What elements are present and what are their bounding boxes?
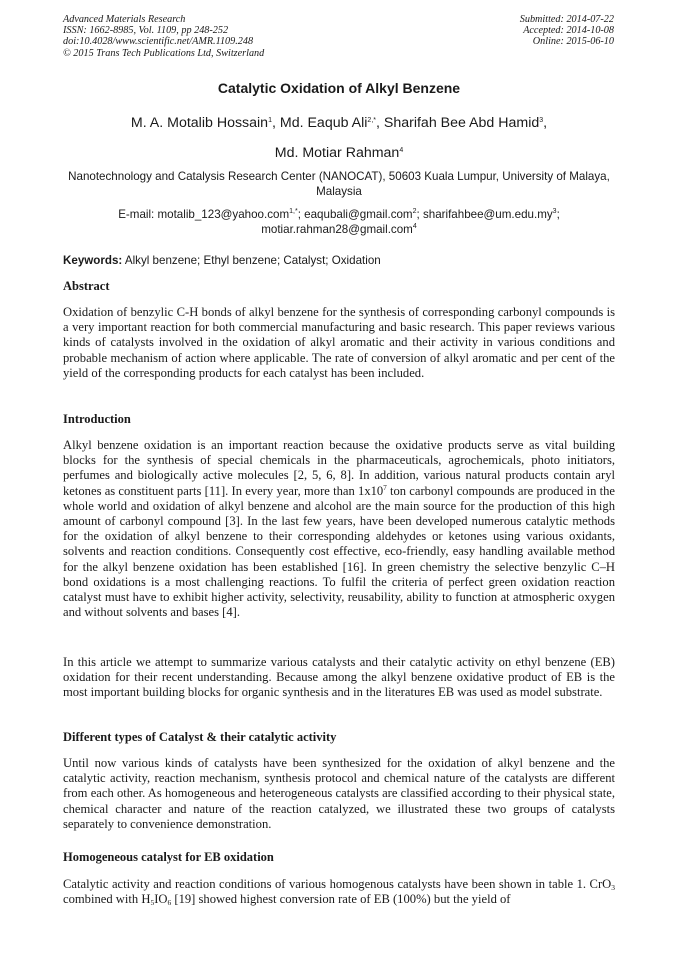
author-2-sup: 2,*	[367, 117, 376, 124]
catalyst-types-heading: Different types of Catalyst & their catalytic activity	[63, 730, 337, 744]
email-1-sup: 1,*	[289, 208, 298, 215]
email-separator: ;	[556, 208, 560, 221]
online-date: Online: 2015-06-10	[532, 36, 614, 48]
author-4: Md. Motiar Rahman	[274, 145, 400, 161]
intro-p1-exponent: 7	[383, 483, 387, 492]
homogeneous-paragraph	[63, 877, 615, 907]
author-4-sup: 4	[399, 147, 404, 154]
keywords	[63, 254, 381, 267]
introduction-heading: Introduction	[63, 412, 131, 426]
homog-sub-3: 6	[167, 898, 172, 908]
abstract-paragraph: Oxidation of benzylic C-H bonds of alkyl benzene for the synthesis of corresponding carbonyl compounds is a very important reaction for both commercial manufacturing and basic research. This paper reviews various kinds of catalysts involved in the oxidation of alkyl aromatic and their activity in various conditions and probable mechanism of action where applicable. The rate of conversion of alkyl aromatic and per cent of the yield of the corresponding products for each catalyst has been included.	[63, 305, 615, 380]
journal-name: Advanced Materials Research	[63, 14, 186, 25]
email-prefix: E-mail:	[118, 208, 158, 221]
affiliation: Nanotechnology and Catalysis Research Center (NANOCAT), 50603 Kuala Lumpur, University of Malaya, Malaysia	[68, 170, 610, 198]
author-separator: ,	[543, 115, 548, 131]
journal-info	[63, 14, 264, 59]
author-3-sup: 3	[539, 117, 544, 124]
homogeneous-heading: Homogeneous catalyst for EB oxidation	[63, 850, 274, 864]
homog-text-3: IO	[154, 892, 168, 907]
email-2[interactable]: eaqubali@gmail.com	[304, 208, 413, 221]
intro-p1-part-a: Alkyl benzene oxidation is an important reaction because the oxidative products serve as vital building blocks for the synthesis of special chemicals in the pharmaceuticals, agrochemicals, photo initiators, perfumes and biologically active molecules [2, 5, 6, 8]. In addition, various natural products contain aryl ketones as constituent parts [11]. In every year, more than 1x10	[63, 438, 615, 498]
paper-title: Catalytic Oxidation of Alkyl Benzene	[217, 80, 461, 96]
types-p: Until now various kinds of catalysts have been synthesized for the oxidation of alkyl benzene and the catalytic activity, reaction mechanism, synthesis protocol and chemical nature of the catalysts are different from each other. As homogeneous and heterogeneous catalysts are classified according to their physical state, chemical character and nature of the reaction catalyzed, we illustrated these two groups of catalysts separately to convenience demonstration.	[63, 756, 615, 831]
email-3-sup: 3	[552, 208, 557, 215]
keywords-label: Keywords:	[63, 254, 123, 267]
keywords-text: Alkyl benzene; Ethyl benzene; Catalyst; Oxidation	[122, 254, 381, 267]
author-1: M. A. Motalib Hossain	[130, 115, 269, 131]
email-separator: ;	[416, 208, 423, 221]
copyright-line: © 2015 Trans Tech Publications Ltd, Switzerland	[63, 47, 265, 59]
email-separator: ;	[297, 208, 305, 221]
intro-p1	[63, 438, 615, 620]
catalyst-types-paragraph	[63, 756, 615, 832]
doi-line[interactable]: doi:10.4028/www.scientific.net/AMR.1109.248	[63, 36, 254, 48]
homog-text-4: [19] showed highest conversion rate of EB (100%) but the yield of	[171, 892, 511, 907]
email-2-sup: 2	[412, 208, 417, 215]
abstract-text	[63, 305, 615, 381]
author-separator: ,	[271, 115, 280, 131]
accepted-date: Accepted: 2014-10-08	[523, 25, 614, 37]
intro-p1-part-b: ton carbonyl compounds are produced in the whole world and oxidation of alkyl benzene and alcohol are the main source for the production of this high amount of carbonyl compound [3]. In the last few years, have been developed numerous catalytic methods for the oxidation of alkyl benzene to their corresponding aldehydes or ketones using various oxidants, solvents and reaction conditions. Consequently cost effective, eco-friendly, easy handling available method for the alkyl benzene oxidation has been established [16]. In green chemistry the selective benzylic C–H bond oxidations is a most challenging reactions. To fulfil the criteria of perfect green oxidation reaction catalyst must have to exhibit higher activity, selectivity, reusability, ability to function at atmospheric oxygen and without solvents and bases [4].	[63, 483, 616, 620]
introduction-paragraph-1	[63, 438, 615, 620]
issn-line: ISSN: 1662-8985, Vol. 1109, pp 248-252	[63, 25, 229, 37]
homog-sub-2: 5	[150, 898, 155, 908]
homog-text-1: Catalytic activity and reaction conditions of various homogenous catalysts have been shown in table 1. CrO	[63, 877, 612, 891]
submitted-date: Submitted: 2014-07-22	[519, 14, 614, 25]
abstract-heading: Abstract	[63, 279, 110, 293]
intro-p2: In this article we attempt to summarize various catalysts and their catalytic activity on ethyl benzene (EB) oxidation for their recent understanding. Because among the alkyl benzene oxidative product of EB is the most important building blocks for organic synthesis and in the literatures EB was used as model substrate.	[63, 655, 615, 700]
author-1-sup: 1	[268, 117, 272, 124]
author-2: Md. Eaqub Ali	[279, 115, 368, 131]
homogeneous-p	[63, 877, 615, 907]
author-separator: ,	[375, 115, 384, 131]
author-list	[40, 108, 638, 168]
author-3: Sharifah Bee Abd Hamid	[383, 115, 540, 131]
email-1[interactable]: motalib_123@yahoo.com	[157, 208, 290, 221]
email-4-sup: 4	[412, 222, 417, 230]
email-4[interactable]: motiar.rahman28@gmail.com	[261, 222, 413, 236]
email-3[interactable]: sharifahbee@um.edu.my	[422, 208, 553, 221]
introduction-paragraph-2	[63, 655, 615, 701]
homog-text-2: combined with H	[63, 892, 151, 907]
email-list	[62, 208, 616, 237]
homog-sub-1: 3	[611, 883, 615, 892]
dates-info	[520, 14, 614, 48]
